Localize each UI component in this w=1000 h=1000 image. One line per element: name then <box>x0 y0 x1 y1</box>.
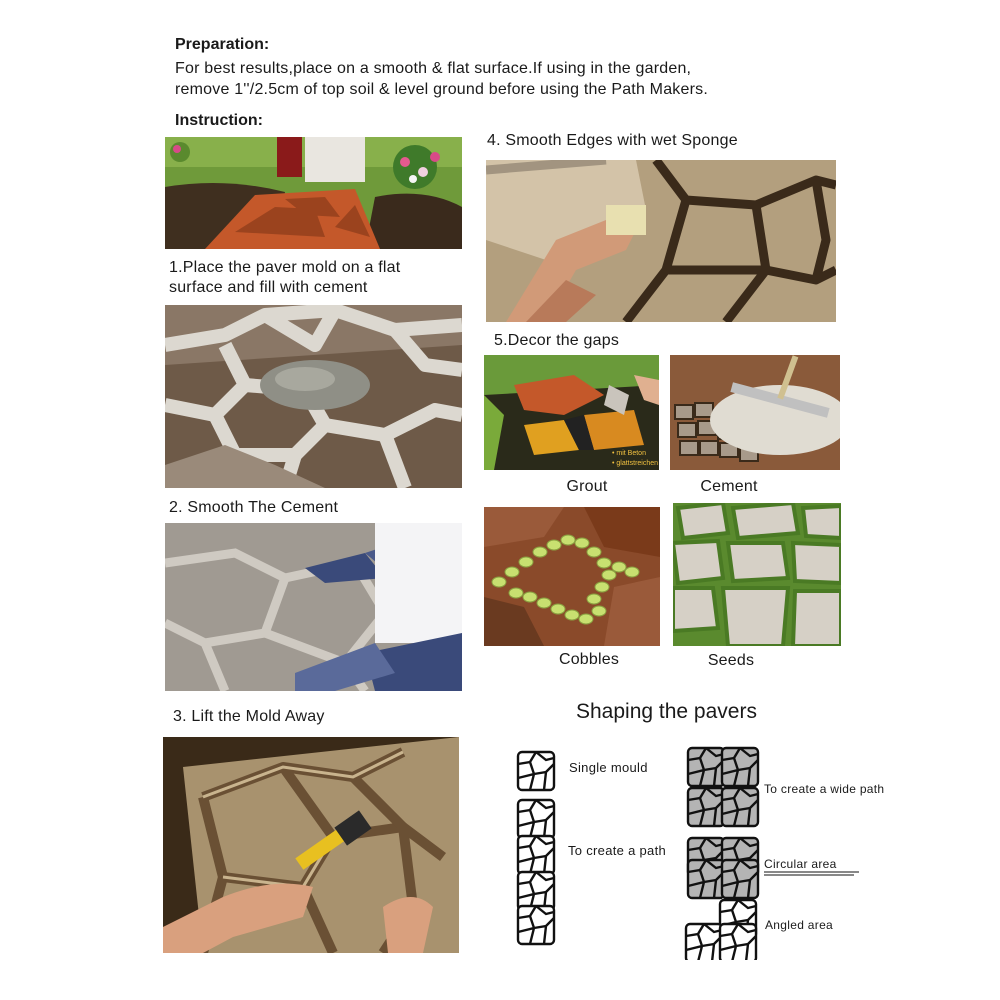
preparation-line-1: For best results,place on a smooth & flat surface.If using in the garden, <box>175 60 692 77</box>
wide-path-mould-icon <box>688 748 758 826</box>
label-single-mould: Single mould <box>569 760 648 775</box>
photo-sponge-edges <box>486 160 836 322</box>
label-angled-area: Angled area <box>765 918 834 932</box>
caption-cement: Cement <box>700 478 758 495</box>
label-create-path: To create a path <box>568 843 667 858</box>
circular-fine-print <box>764 870 864 877</box>
step-3-text: 3. Lift the Mold Away <box>173 708 325 725</box>
caption-seeds: Seeds <box>707 652 755 669</box>
angled-area-mould-icon <box>686 900 756 960</box>
preparation-line-2: remove 1''/2.5cm of top soil & level ground before using the Path Makers. <box>175 81 708 98</box>
photo-smooth-cement <box>165 523 462 691</box>
preparation-text <box>175 58 875 100</box>
step-1-line-1: 1.Place the paver mold on a flat <box>169 259 401 276</box>
caption-grout: Grout <box>566 478 608 495</box>
step-5-text: 5.Decor the gaps <box>494 332 620 349</box>
svg-text:• glattstreichen: • glattstreichen <box>612 460 659 467</box>
svg-text:• mit Beton: • mit Beton <box>612 450 646 457</box>
step-1-text <box>169 258 400 298</box>
instruction-title: Instruction: <box>175 112 263 129</box>
shaping-title: Shaping the pavers <box>576 700 757 723</box>
photo-mold-on-lawn <box>165 137 462 249</box>
single-mould-icon <box>518 752 554 790</box>
step-4-text: 4. Smooth Edges with wet Sponge <box>487 132 738 149</box>
path-mould-icon <box>518 800 554 944</box>
photo-seeds <box>673 503 841 646</box>
circular-area-mould-icon <box>688 838 758 898</box>
photo-fill-cement <box>165 305 462 488</box>
step-1-line-2: surface and fill with cement <box>169 279 368 296</box>
photo-cement <box>670 355 840 470</box>
photo-cobbles <box>484 507 660 646</box>
caption-cobbles: Cobbles <box>558 651 620 668</box>
step-2-text: 2. Smooth The Cement <box>169 499 339 516</box>
preparation-title: Preparation: <box>175 36 270 53</box>
label-wide-path: To create a wide path <box>764 782 885 796</box>
photo-lift-mold <box>163 737 459 953</box>
label-circular-area: Circular area <box>764 857 837 871</box>
photo-grout <box>484 355 659 470</box>
